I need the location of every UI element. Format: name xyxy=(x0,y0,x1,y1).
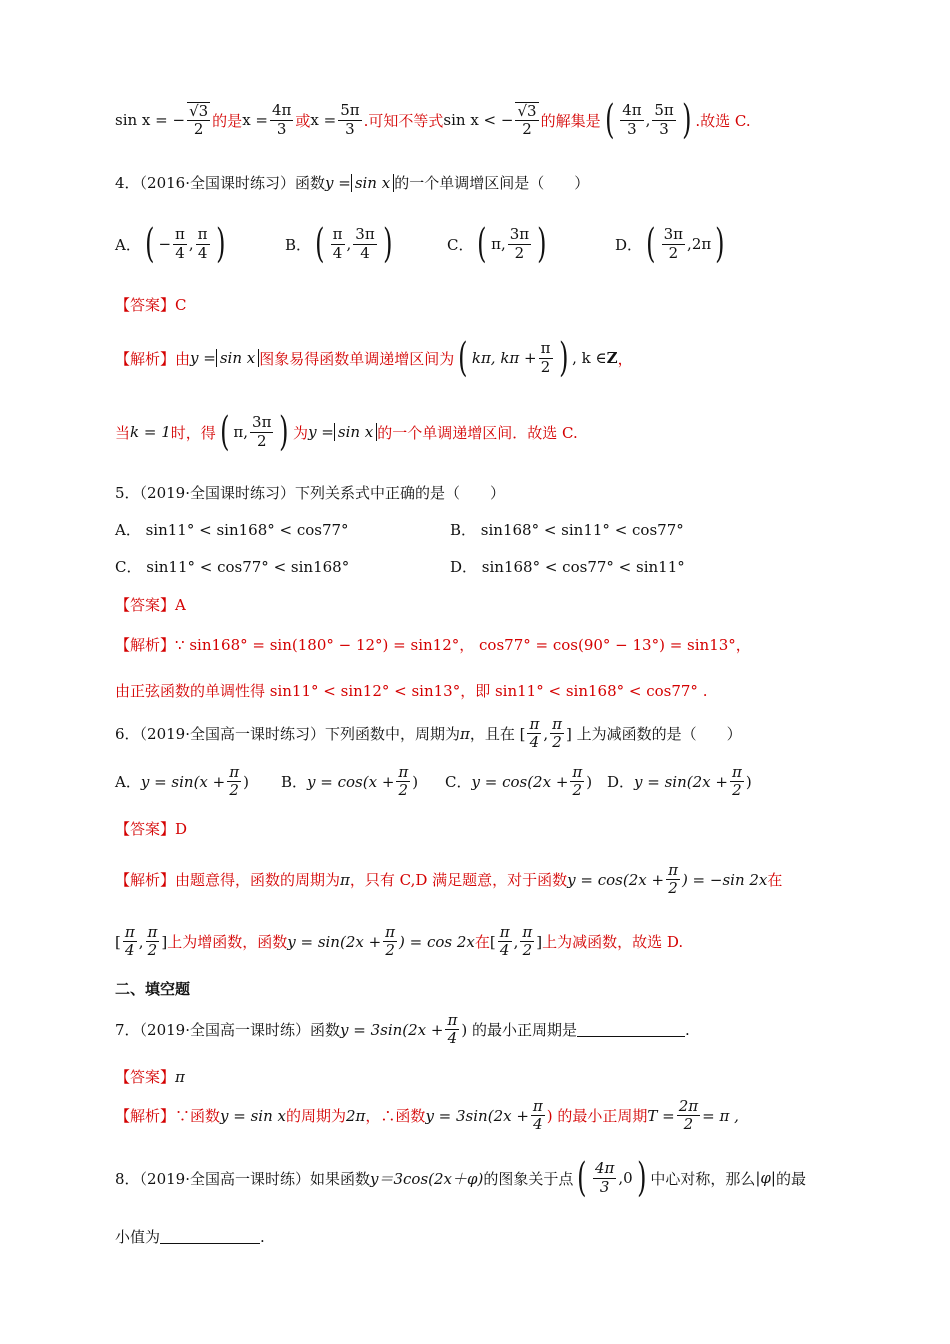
text: ) xyxy=(412,772,419,791)
paren: ( xyxy=(577,1155,587,1201)
fraction-den: 2 xyxy=(668,879,678,898)
q8-stem-2 xyxy=(115,1226,265,1247)
text: 的一个单调递增区间．故选 C. xyxy=(377,423,578,442)
q5-explanation-1 xyxy=(115,634,751,655)
paren: ) xyxy=(558,335,568,381)
text: ) 的最小正周期是 xyxy=(461,1021,577,1040)
paren: ( xyxy=(144,221,155,267)
paren: ) xyxy=(215,221,226,267)
text: 由题意得，函数的周期为 xyxy=(175,871,341,890)
text: 的最 xyxy=(775,1169,806,1188)
label: 【解析】 xyxy=(115,349,176,368)
fraction-den: 4 xyxy=(332,243,343,262)
text: − xyxy=(158,235,172,253)
fraction-num: 5π xyxy=(340,101,360,120)
comma: , xyxy=(513,932,519,951)
fraction-num: 4π xyxy=(622,101,642,120)
paren: ( xyxy=(646,221,656,267)
fraction xyxy=(338,102,361,138)
text: y = cos(x + xyxy=(307,772,395,791)
text: 中心对称，那么 xyxy=(650,1169,756,1188)
text: π xyxy=(175,1067,185,1086)
fraction-num: 3π xyxy=(663,225,684,244)
text: y = cos(2x + xyxy=(567,870,665,889)
paren: ( xyxy=(219,409,230,455)
label: 【解析】 xyxy=(115,871,176,890)
q4-options xyxy=(115,221,729,267)
fraction-num: π xyxy=(197,225,208,244)
text: 6．（2019·全国高一课时练习）下列函数中，周期为 xyxy=(115,725,460,744)
fraction-num: 2π xyxy=(678,1097,699,1115)
abs: sin x xyxy=(351,174,394,192)
q5-option-c[interactable]: C． sin11° < cos77° < sin168° xyxy=(115,558,350,576)
fraction-den: 4 xyxy=(529,733,540,752)
label: D． xyxy=(615,235,643,254)
label: 【答案】 xyxy=(115,1068,176,1086)
text: sin x = − xyxy=(115,111,186,129)
fraction-den: 2 xyxy=(732,781,742,800)
q5-explanation-2: 由正弦函数的单调性得 sin11° < sin12° < sin13°，即 sin11° < sin168° < cos77° . xyxy=(115,682,708,700)
text: ) xyxy=(243,772,249,791)
paren: ) xyxy=(681,97,692,143)
fraction xyxy=(227,764,241,800)
option-b[interactable] xyxy=(281,764,445,800)
text: 的图象关于点 xyxy=(483,1169,574,1188)
fraction-num: π xyxy=(175,225,185,244)
fraction xyxy=(662,226,685,262)
fraction-den: 2 xyxy=(522,941,533,960)
text: ] 上为减函数的是（ ） xyxy=(565,725,742,744)
answer-blank[interactable] xyxy=(160,1229,260,1244)
fraction-den: 3 xyxy=(599,1177,610,1196)
option-c[interactable] xyxy=(445,764,607,800)
text: ,2π xyxy=(687,235,712,253)
option-a[interactable] xyxy=(115,764,281,800)
text: ， xyxy=(617,349,633,368)
q4-explanation-1 xyxy=(115,335,633,381)
q5-stem: 5．（2019·全国课时练习）下列关系式中正确的是（ ） xyxy=(115,484,505,502)
q4-explanation-2 xyxy=(115,409,578,455)
text: ) xyxy=(586,772,593,791)
fraction-den: 2 xyxy=(147,941,158,960)
text: T = xyxy=(647,1106,675,1125)
text: 由 xyxy=(175,349,191,368)
q4-answer: 【答案】C xyxy=(115,296,187,314)
option-d[interactable] xyxy=(615,221,729,267)
fraction-den: 4 xyxy=(197,243,208,262)
fraction-num: π xyxy=(731,763,742,781)
label: B． xyxy=(285,235,312,254)
bracket: [ xyxy=(489,932,496,951)
text: ) = −sin 2x xyxy=(681,870,768,889)
text: 为 xyxy=(293,423,309,442)
text: 的解集是 xyxy=(540,111,601,130)
abs: sin x xyxy=(216,349,259,367)
solution-line-1 xyxy=(115,97,751,143)
label: A． xyxy=(115,773,141,792)
text: ，且在 [ xyxy=(469,725,526,744)
q6-options xyxy=(115,764,752,800)
fraction-den: 2 xyxy=(572,781,583,800)
paren: ) xyxy=(279,409,289,455)
text: y = 3sin(2x + xyxy=(425,1106,529,1125)
section-heading: 二、填空题 xyxy=(115,980,191,998)
comma: , xyxy=(346,235,352,253)
comma: , xyxy=(138,932,144,951)
fraction-num: π xyxy=(532,1097,543,1115)
fraction-den: 2 xyxy=(193,120,204,138)
text: 小值为 xyxy=(115,1228,161,1246)
fraction-num: π xyxy=(540,339,551,358)
text: 的周期为 xyxy=(286,1107,347,1126)
text: 的是 xyxy=(212,111,243,130)
fraction-num: π xyxy=(552,715,562,733)
q7-stem xyxy=(115,1012,690,1048)
fraction xyxy=(520,924,534,960)
text: ∵函数 xyxy=(175,1107,221,1126)
text: 当 xyxy=(115,423,131,442)
text: x = xyxy=(310,111,337,129)
fraction xyxy=(570,764,584,800)
fraction-num: π xyxy=(124,923,135,941)
comma: , xyxy=(645,111,651,129)
text: y = sin(2x + xyxy=(287,932,382,951)
text: 上为减函数，故选 D. xyxy=(542,933,684,952)
text: 2π xyxy=(346,1106,366,1125)
fraction xyxy=(173,226,187,262)
fraction-num: π xyxy=(668,861,678,879)
fraction-num: π xyxy=(332,225,343,244)
text: = π , xyxy=(702,1106,739,1125)
fraction-num: 4π xyxy=(594,1159,615,1178)
q6-stem xyxy=(115,716,742,752)
fraction-num: 3π xyxy=(509,225,530,244)
fraction-num: π xyxy=(529,715,540,733)
fraction-num: π xyxy=(398,763,409,781)
text: π, xyxy=(491,235,506,253)
text: π xyxy=(460,724,470,743)
label: C． xyxy=(445,773,472,792)
text: ，∴函数 xyxy=(365,1107,426,1126)
q4-stem xyxy=(115,172,589,193)
option-d[interactable] xyxy=(607,764,752,800)
fraction-den: 2 xyxy=(540,357,551,376)
fraction-num: π xyxy=(385,923,396,941)
option-b[interactable] xyxy=(285,221,447,267)
text: .故选 C. xyxy=(695,111,751,130)
text: sin x < − xyxy=(443,111,514,129)
text: .可知不等式 xyxy=(363,111,444,130)
fraction-num: π xyxy=(447,1011,458,1029)
fraction xyxy=(666,862,680,898)
q7-explanation xyxy=(115,1098,739,1134)
fraction xyxy=(620,102,643,138)
fraction xyxy=(730,764,744,800)
bracket: ] xyxy=(536,932,543,951)
fraction-den: 2 xyxy=(668,243,679,262)
fraction-num: √3 xyxy=(517,101,537,120)
text: y = xyxy=(325,173,351,192)
fraction-den: 4 xyxy=(125,941,135,960)
text: π xyxy=(340,870,350,889)
text: y = cos(2x + xyxy=(471,772,569,791)
fraction xyxy=(270,102,293,138)
paren: ( xyxy=(458,335,468,381)
comma: , xyxy=(543,724,549,743)
fraction-den: 4 xyxy=(533,1115,543,1134)
text: ∵ sin168° = sin(180° − 12°) = sin12°， cos77° = cos(90° − 13°) = sin13°， xyxy=(175,636,751,654)
fraction-den: 2 xyxy=(229,781,239,800)
fraction xyxy=(531,1098,545,1134)
fraction-den: 3 xyxy=(276,119,287,138)
fraction xyxy=(508,226,531,262)
text: 在 xyxy=(474,933,490,952)
text: , k ∈ xyxy=(572,349,607,367)
text: kπ, kπ + xyxy=(471,349,537,367)
q6-answer: 【答案】D xyxy=(115,820,188,838)
fraction-den: 4 xyxy=(360,243,370,262)
paren: ) xyxy=(382,221,393,267)
text: y = 3sin(2x + xyxy=(340,1020,444,1039)
text: y = sin x xyxy=(220,1106,286,1125)
text: ，只有 C,D 满足题意，对于函数 xyxy=(349,871,568,890)
fraction-num: π xyxy=(147,923,158,941)
fraction xyxy=(187,102,210,139)
text: . xyxy=(684,1020,690,1039)
fraction-num: π xyxy=(522,923,533,941)
q8-stem xyxy=(115,1155,806,1201)
abs: sin x xyxy=(334,423,377,441)
text: ,0 xyxy=(618,1169,633,1187)
answer-blank[interactable] xyxy=(577,1022,685,1037)
option-a[interactable] xyxy=(115,221,285,267)
fraction-den: 2 xyxy=(522,120,532,138)
text: ) = cos 2x xyxy=(399,932,475,951)
q5-option-a[interactable]: A． sin11° < sin168° < cos77° xyxy=(115,521,349,539)
fraction xyxy=(331,226,345,262)
text: ) xyxy=(745,772,752,791)
fraction-num: 4π xyxy=(271,101,292,120)
q5-answer: 【答案】A xyxy=(115,596,186,614)
paren: ) xyxy=(537,221,547,267)
q5-option-d[interactable]: D． sin168° < cos77° < sin11° xyxy=(450,558,685,576)
text: Z xyxy=(606,349,618,367)
paren: ( xyxy=(604,97,615,143)
text: y = xyxy=(190,349,216,367)
text: 的一个单调增区间是（ ） xyxy=(394,174,590,192)
fraction xyxy=(250,414,273,450)
fraction-num: 3π xyxy=(252,413,272,432)
text: 4．（2016·全国课时练习）函数 xyxy=(115,174,325,192)
fraction xyxy=(593,1160,616,1196)
text: . xyxy=(260,1227,265,1246)
fraction-den: 3 xyxy=(345,119,355,138)
fraction xyxy=(353,226,376,262)
fraction-den: 2 xyxy=(398,781,409,800)
fraction-den: 2 xyxy=(256,431,267,450)
paren: ( xyxy=(477,221,487,267)
fraction-num: 5π xyxy=(654,101,674,120)
fraction xyxy=(498,924,512,960)
fraction-den: 2 xyxy=(683,1115,694,1134)
fraction xyxy=(677,1098,700,1134)
fraction xyxy=(550,716,564,752)
text: 在 xyxy=(767,871,783,890)
fraction-den: 4 xyxy=(499,941,510,960)
q5-option-b[interactable]: B． sin168° < sin11° < cos77° xyxy=(450,521,684,539)
label: 【解析】 xyxy=(115,1107,176,1126)
comma: , xyxy=(188,235,194,253)
fraction-den: 4 xyxy=(175,243,185,262)
text: 8．（2019·全国高一课时练）如果函数 xyxy=(115,1169,370,1188)
text: ) 的最小正周期 xyxy=(546,1107,648,1126)
fraction-num: π xyxy=(499,923,510,941)
text: y = sin(2x + xyxy=(634,772,728,791)
fraction-den: 4 xyxy=(447,1029,458,1048)
fraction xyxy=(515,102,538,139)
text: 时，得 xyxy=(170,423,216,442)
fraction xyxy=(123,924,137,960)
label: 【解析】 xyxy=(115,636,176,654)
paren: ) xyxy=(715,221,725,267)
text: |φ| xyxy=(755,1169,776,1187)
text: π, xyxy=(233,423,249,441)
paren: ) xyxy=(636,1155,647,1201)
q6-explanation-2 xyxy=(115,924,683,960)
fraction xyxy=(146,924,160,960)
fraction xyxy=(445,1012,459,1048)
text: y＝3cos(2x＋φ) xyxy=(370,1169,484,1188)
bracket: ] xyxy=(161,932,168,951)
text: k = 1 xyxy=(130,423,171,441)
fraction xyxy=(396,764,410,800)
fraction-den: 2 xyxy=(385,941,395,960)
text: y = xyxy=(308,423,334,441)
fraction-num: π xyxy=(229,763,240,781)
label: A． xyxy=(115,235,141,254)
text: y = sin(x + xyxy=(140,772,226,791)
paren: ( xyxy=(315,221,325,267)
fraction-den: 2 xyxy=(552,733,562,752)
label: D． xyxy=(607,773,635,792)
fraction xyxy=(527,716,541,752)
fraction-num: π xyxy=(572,763,583,781)
text: 或 xyxy=(295,111,311,130)
fraction xyxy=(196,226,210,262)
label: C． xyxy=(447,235,474,254)
fraction xyxy=(539,340,553,376)
fraction-den: 3 xyxy=(659,119,669,138)
fraction-den: 2 xyxy=(514,243,525,262)
fraction xyxy=(383,924,397,960)
fraction-num: 3π xyxy=(355,225,375,244)
option-c[interactable] xyxy=(447,221,615,267)
fraction xyxy=(652,102,675,138)
fraction-den: 3 xyxy=(627,119,637,138)
text: 图象易得函数单调递增区间为 xyxy=(259,349,455,368)
text: 7．（2019·全国高一课时练）函数 xyxy=(115,1021,340,1040)
q7-answer xyxy=(115,1066,185,1087)
bracket: [ xyxy=(115,932,121,951)
fraction-num: √3 xyxy=(189,101,209,120)
q6-explanation-1 xyxy=(115,862,782,898)
text: x = xyxy=(242,111,268,129)
text: 上为增函数，函数 xyxy=(167,933,288,952)
label: B． xyxy=(281,773,308,792)
